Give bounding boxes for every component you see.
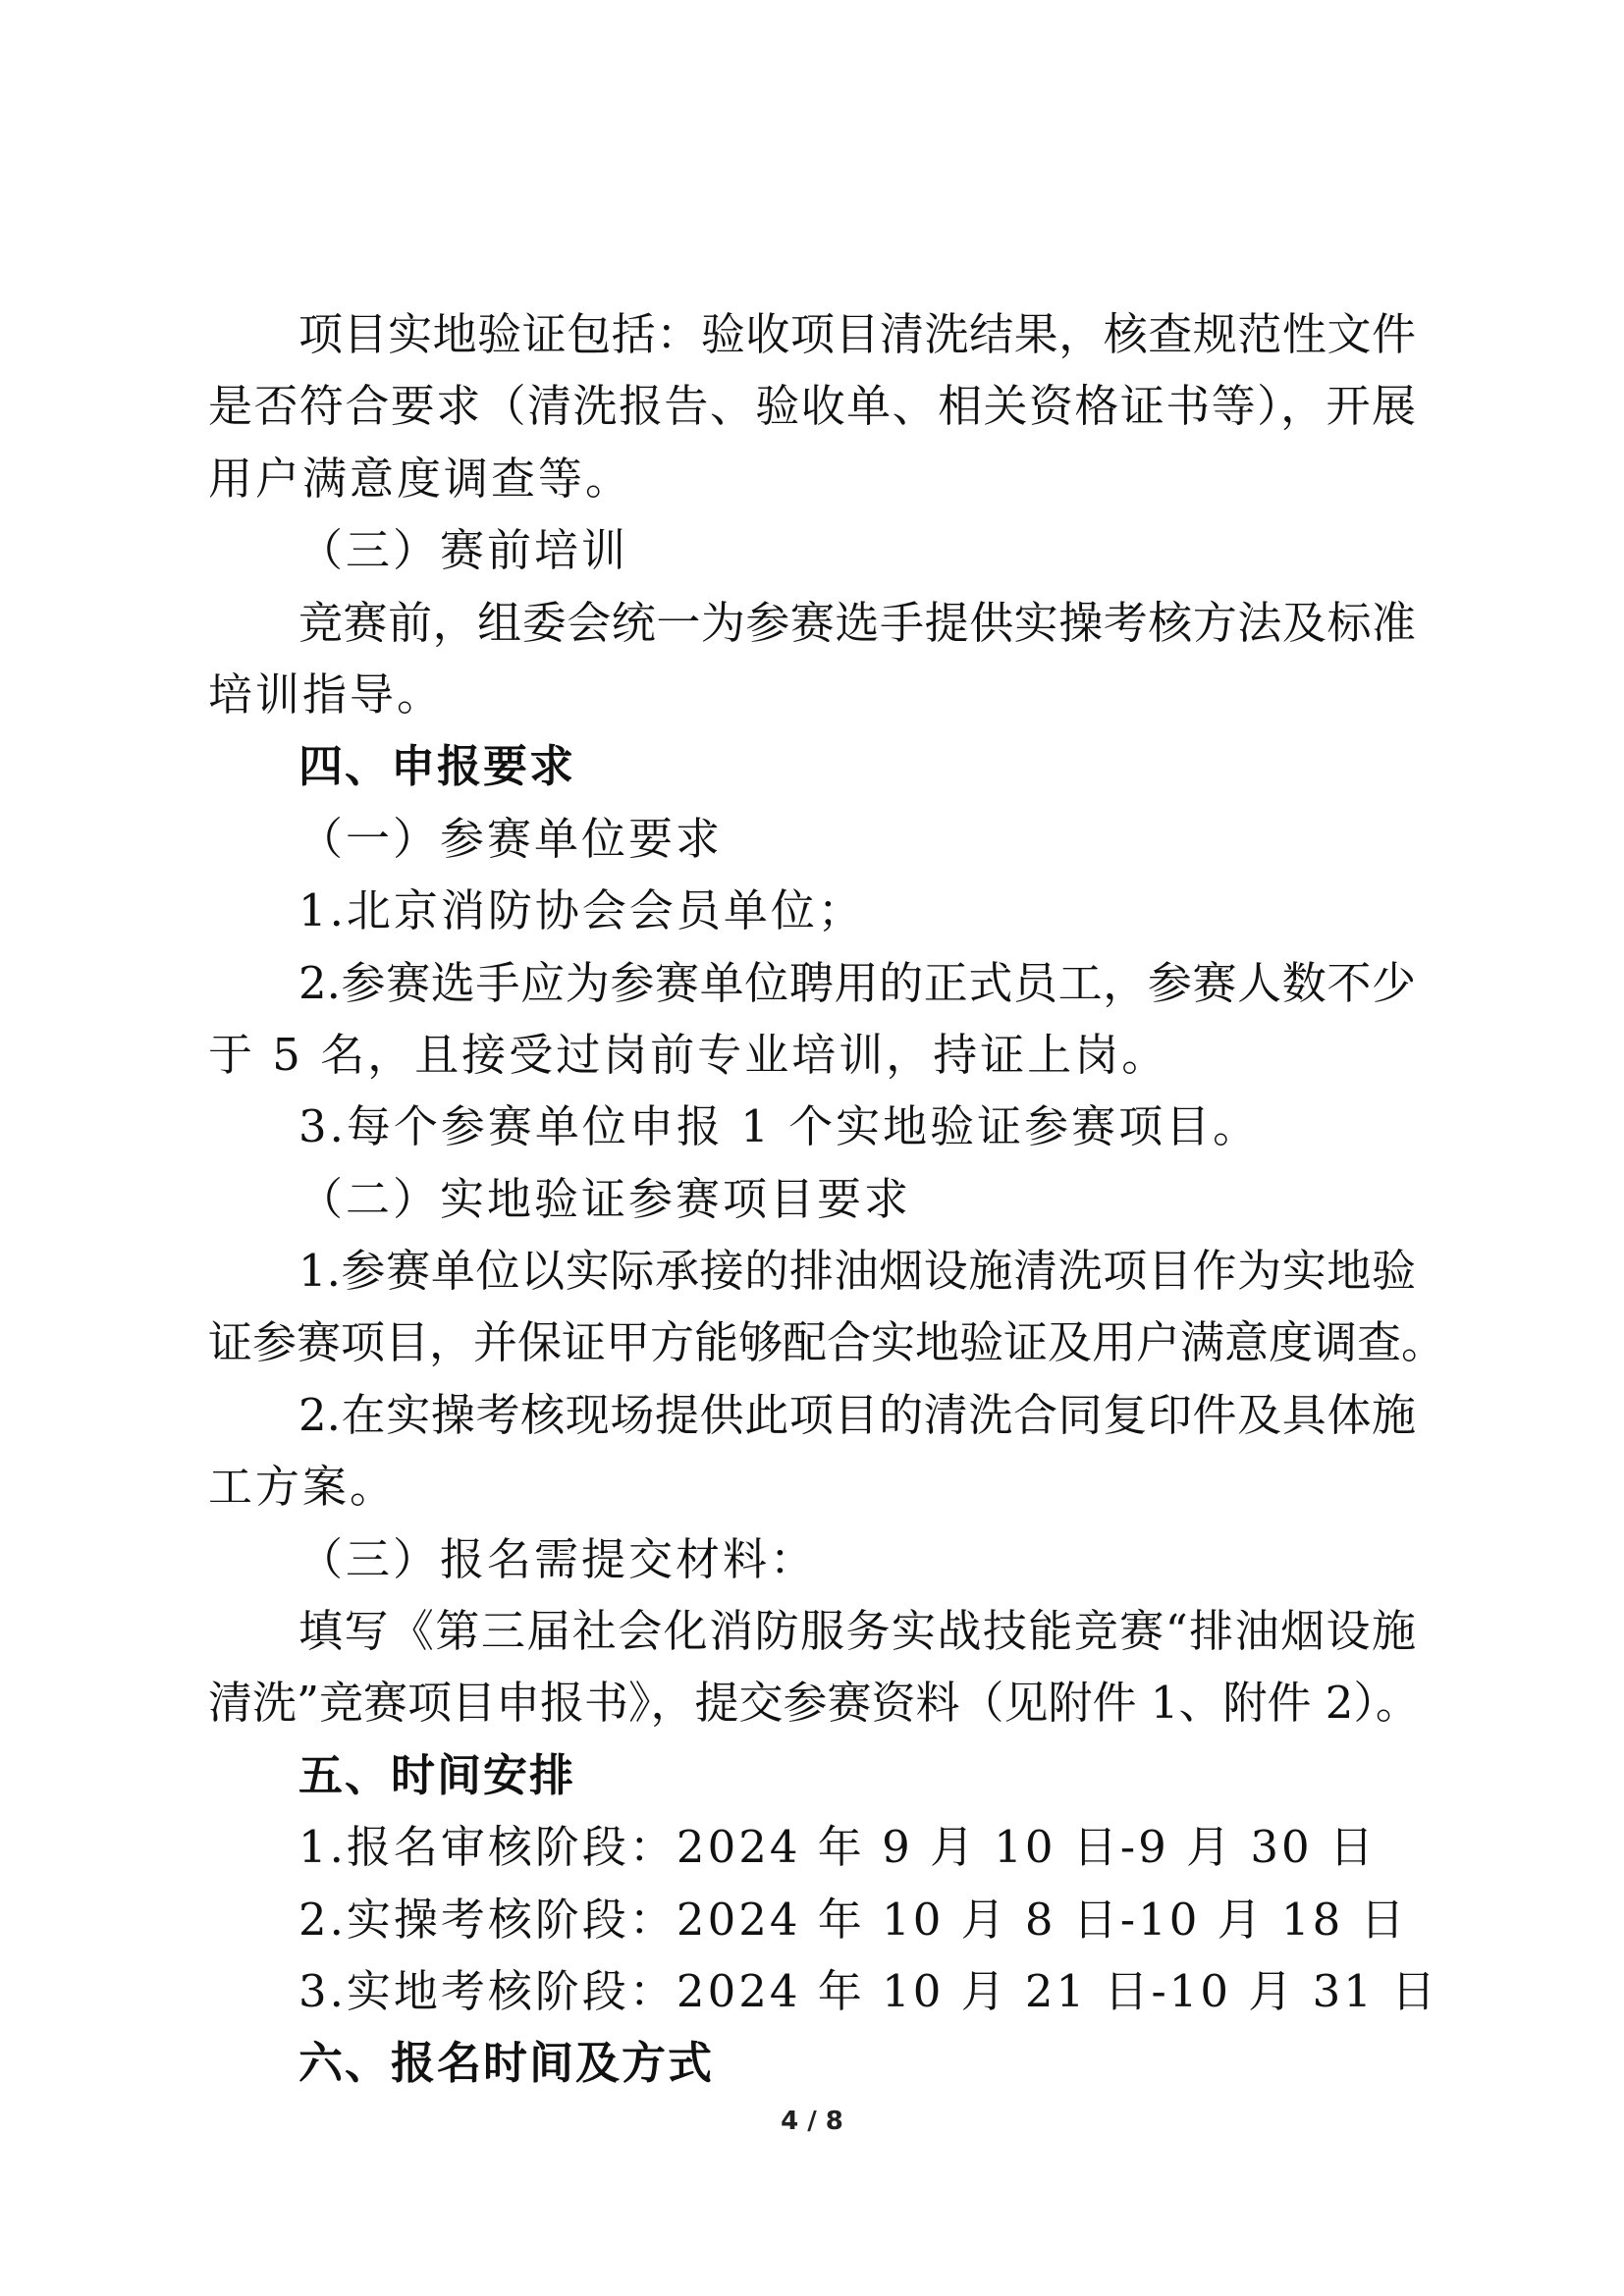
section-heading: 六、报名时间及方式 bbox=[298, 2037, 715, 2090]
paragraph-line: 工方案。 bbox=[208, 1461, 398, 1514]
paragraph-line: 培训指导。 bbox=[208, 667, 445, 721]
paragraph-line: 项目实地验证包括：验收项目清洗结果，核查规范性文件 bbox=[298, 308, 1416, 360]
list-item: 3.实地考核阶段：2024 年 10 月 21 日-10 月 31 日 bbox=[298, 1964, 1439, 2017]
section-heading: 四、申报要求 bbox=[298, 740, 576, 793]
list-item: 1.北京消防协会会员单位； bbox=[298, 884, 865, 937]
list-item: 1.报名审核阶段：2024 年 9 月 10 日-9 月 30 日 bbox=[298, 1821, 1377, 1874]
paragraph-line: 是否符合要求（清洗报告、验收单、相关资格证书等），开展 bbox=[208, 380, 1416, 433]
subsection-heading: （三）报名需提交材料： bbox=[298, 1532, 818, 1585]
paragraph-line: 于 5 名，且接受过岗前专业培训，持证上岗。 bbox=[208, 1028, 1169, 1081]
subsection-heading: （二）实地验证参赛项目要求 bbox=[298, 1172, 912, 1225]
paragraph-line: 用户满意度调查等。 bbox=[208, 452, 633, 505]
list-item: 2.实操考核阶段：2024 年 10 月 8 日-10 月 18 日 bbox=[298, 1893, 1408, 1946]
subsection-heading: （三）赛前培训 bbox=[298, 524, 629, 577]
list-item: 2.参赛选手应为参赛单位聘用的正式员工，参赛人数不少 bbox=[298, 956, 1416, 1009]
page-number: 4 / 8 bbox=[781, 2107, 843, 2136]
list-item: 1.参赛单位以实际承接的排油烟设施清洗项目作为实地验 bbox=[298, 1245, 1416, 1298]
section-heading: 五、时间安排 bbox=[298, 1748, 576, 1801]
paragraph-line: 清洗”竞赛项目申报书》，提交参赛资料（见附件 1、附件 2）。 bbox=[208, 1677, 1420, 1730]
list-item: 2.在实操考核现场提供此项目的清洗合同复印件及具体施 bbox=[298, 1388, 1416, 1441]
paragraph-line: 填写《第三届社会化消防服务实战技能竞赛“排油烟设施 bbox=[298, 1605, 1416, 1658]
document-body bbox=[208, 298, 1446, 2100]
paragraph-line: 竞赛前，组委会统一为参赛选手提供实操考核方法及标准 bbox=[298, 596, 1416, 649]
paragraph-line: 证参赛项目，并保证甲方能够配合实地验证及用户满意度调查。 bbox=[208, 1316, 1446, 1369]
list-item: 3.每个参赛单位申报 1 个实地验证参赛项目。 bbox=[298, 1100, 1261, 1153]
subsection-heading: （一）参赛单位要求 bbox=[298, 812, 724, 865]
